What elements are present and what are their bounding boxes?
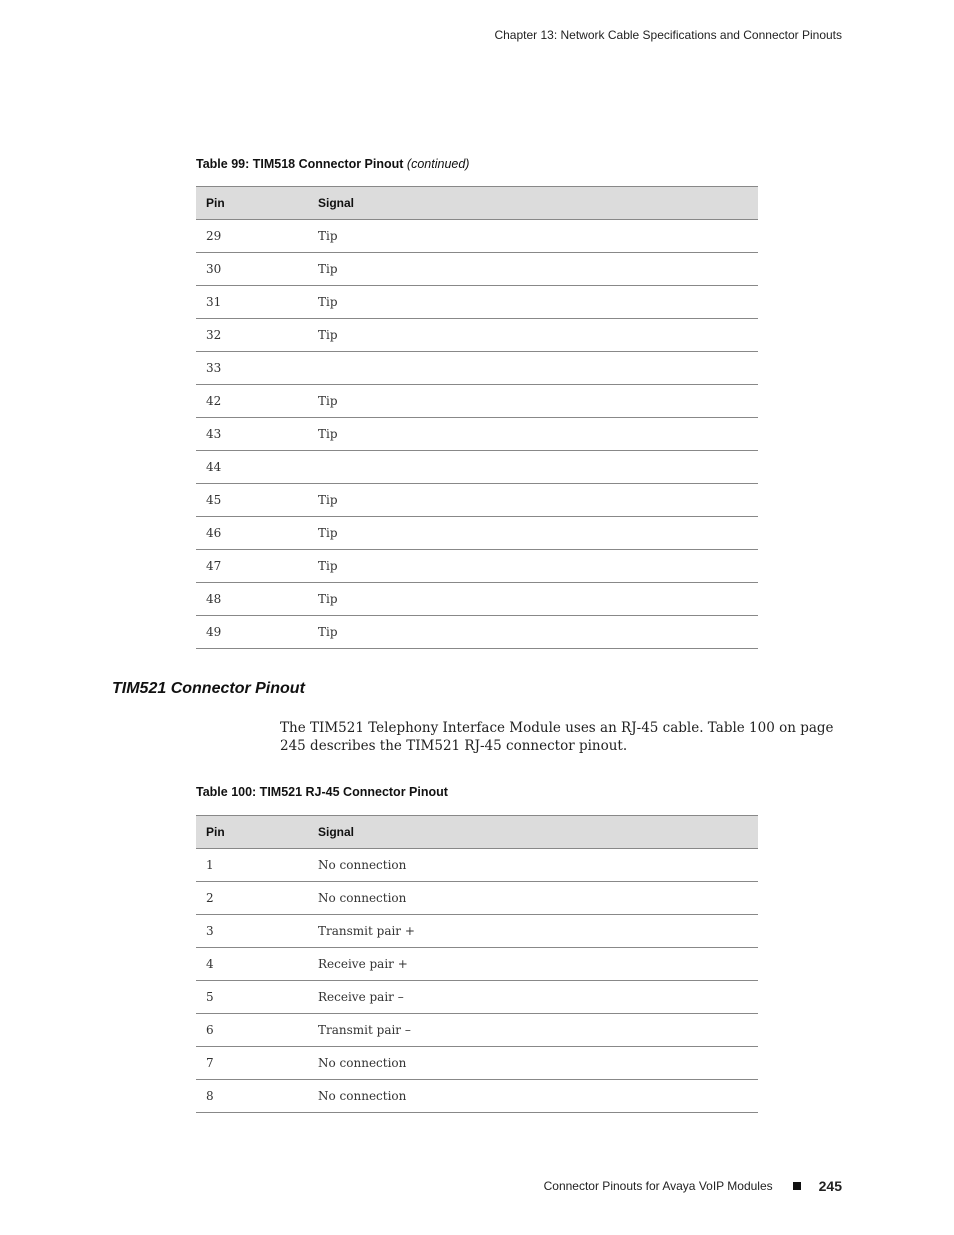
pin-cell: 3 [196,915,308,948]
signal-cell: No connection [308,882,758,915]
signal-cell [308,451,758,484]
table-99-caption [196,157,469,171]
signal-cell: No connection [308,1080,758,1113]
table-99 [196,186,758,649]
body-paragraph: The TIM521 Telephony Interface Module uses an RJ-45 cable. Table 100 on page 245 describes the TIM521 RJ-45 connector pinout. [280,720,834,754]
pin-cell: 45 [196,484,308,517]
pin-cell: 47 [196,550,308,583]
square-bullet-icon [793,1182,801,1190]
signal-cell: Tip [308,418,758,451]
pin-cell: 7 [196,1047,308,1080]
pin-cell: 4 [196,948,308,981]
table-99-caption-title: Table 99: TIM518 Connector Pinout [196,157,404,171]
table-row [196,1047,758,1080]
pin-cell: 43 [196,418,308,451]
signal-cell: Tip [308,616,758,649]
column-header-pin: Pin [196,187,308,220]
signal-cell: Receive pair – [308,981,758,1014]
pin-cell: 33 [196,352,308,385]
pin-cell: 29 [196,220,308,253]
signal-cell: No connection [308,1047,758,1080]
signal-cell: Tip [308,319,758,352]
pin-cell: 49 [196,616,308,649]
pin-cell: 8 [196,1080,308,1113]
table-row [196,616,758,649]
signal-cell: Tip [308,253,758,286]
signal-cell: Receive pair + [308,948,758,981]
table-row [196,484,758,517]
table-row [196,418,758,451]
table-100-caption: Table 100: TIM521 RJ-45 Connector Pinout [196,785,448,799]
signal-cell: Tip [308,286,758,319]
table-row [196,385,758,418]
table-row [196,1080,758,1113]
column-header-signal: Signal [308,816,758,849]
pin-cell: 44 [196,451,308,484]
table-row [196,981,758,1014]
page-number: 245 [818,1178,842,1194]
table-row [196,220,758,253]
signal-cell: Tip [308,484,758,517]
table-row [196,882,758,915]
table-99-caption-suffix: (continued) [406,157,470,171]
signal-cell: Tip [308,220,758,253]
table-row [196,915,758,948]
table-row [196,352,758,385]
table-row [196,583,758,616]
table-row [196,1014,758,1047]
table-row [196,319,758,352]
table-row [196,517,758,550]
signal-cell: Tip [308,385,758,418]
signal-cell: Tip [308,550,758,583]
pin-cell: 5 [196,981,308,1014]
column-header-signal: Signal [308,187,758,220]
pin-cell: 48 [196,583,308,616]
table-100 [196,815,758,1113]
pin-cell: 30 [196,253,308,286]
signal-cell [308,352,758,385]
table-row [196,948,758,981]
table-row [196,451,758,484]
column-header-pin: Pin [196,816,308,849]
section-heading: TIM521 Connector Pinout [112,680,305,697]
page-footer [544,1178,842,1194]
table-header-row [196,816,758,849]
pin-cell: 1 [196,849,308,882]
table-row [196,550,758,583]
signal-cell: Transmit pair – [308,1014,758,1047]
signal-cell: Tip [308,517,758,550]
running-header: Chapter 13: Network Cable Specifications and Connector Pinouts [494,28,842,42]
pin-cell: 6 [196,1014,308,1047]
pin-cell: 46 [196,517,308,550]
signal-cell: Transmit pair + [308,915,758,948]
pin-cell: 2 [196,882,308,915]
table-row [196,286,758,319]
table-row [196,849,758,882]
pin-cell: 32 [196,319,308,352]
pin-cell: 42 [196,385,308,418]
signal-cell: Tip [308,583,758,616]
footer-section-title: Connector Pinouts for Avaya VoIP Modules [543,1179,773,1193]
table-row [196,253,758,286]
signal-cell: No connection [308,849,758,882]
table-header-row [196,187,758,220]
pin-cell: 31 [196,286,308,319]
